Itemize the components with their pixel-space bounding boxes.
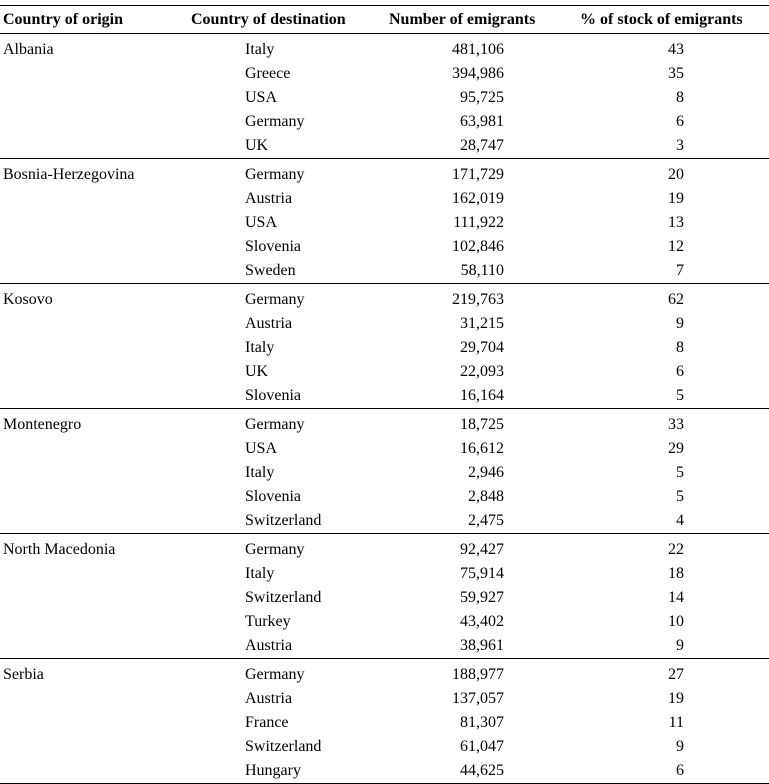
cell-percent-of-stock: 29 [668,440,684,457]
cell-number-of-emigrants: 75,914 [460,565,504,582]
cell-country-of-destination: USA [245,89,278,106]
cell-number-of-emigrants: 29,704 [460,339,504,356]
cell-number-of-emigrants: 16,164 [372,384,570,409]
cell-country-of-origin [0,687,186,711]
cell-percent-of-stock: 20 [668,166,684,183]
cell-country-of-destination: Italy [245,464,275,481]
cell-country-of-origin [0,759,186,784]
table-row [0,409,769,438]
table-row [0,259,769,284]
cell-number-of-emigrants: 2,475 [372,509,570,534]
table-row [0,534,769,563]
cell-country-of-origin [0,312,186,336]
cell-country-of-origin [0,711,186,735]
cell-number-of-emigrants: 102,846 [452,238,504,255]
cell-percent-of-stock: 22 [668,541,684,558]
cell-country-of-origin [0,610,186,634]
cell-country-of-destination: Austria [186,634,372,659]
table-row [0,62,769,86]
cell-number-of-emigrants: 44,625 [372,759,570,784]
cell-number-of-emigrants: 92,427 [460,541,504,558]
cell-number-of-emigrants: 58,110 [372,259,570,284]
table-row [0,312,769,336]
header-country-of-destination: Country of destination [186,6,372,34]
cell-country-of-destination: Austria [245,315,293,332]
table-row [0,759,769,784]
cell-country-of-destination: Germany [245,166,305,183]
table-row [0,711,769,735]
cell-country-of-origin [0,187,186,211]
cell-country-of-destination: Austria [245,690,293,707]
cell-country-of-destination: Switzerland [245,589,322,606]
table-row [0,659,769,688]
table-row [0,735,769,759]
cell-country-of-destination: UK [245,363,269,380]
cell-country-of-origin: Albania [3,41,54,58]
cell-number-of-emigrants: 188,977 [452,666,504,683]
cell-percent-of-stock: 6 [676,363,684,380]
table-row [0,34,769,63]
cell-country-of-origin [0,437,186,461]
cell-number-of-emigrants: 137,057 [452,690,504,707]
cell-country-of-destination: USA [245,440,278,457]
cell-country-of-destination: Slovenia [245,488,301,505]
table-row [0,437,769,461]
cell-number-of-emigrants: 31,215 [460,315,504,332]
cell-percent-of-stock: 11 [668,714,684,731]
cell-percent-of-stock: 5 [676,464,684,481]
table-row [0,634,769,659]
cell-country-of-destination: Germany [245,666,305,683]
cell-country-of-destination: Switzerland [245,738,322,755]
table-row [0,610,769,634]
cell-number-of-emigrants: 16,612 [460,440,504,457]
cell-country-of-origin [0,735,186,759]
cell-country-of-origin [0,110,186,134]
cell-country-of-destination: Germany [245,541,305,558]
cell-percent-of-stock: 8 [676,339,684,356]
cell-percent-of-stock: 8 [676,89,684,106]
cell-percent-of-stock: 6 [676,113,684,130]
table-row [0,509,769,534]
table-row [0,159,769,188]
cell-country-of-origin [0,485,186,509]
cell-country-of-origin [0,384,186,409]
cell-country-of-origin [0,134,186,159]
cell-country-of-destination: Sweden [186,259,372,284]
cell-country-of-origin: Serbia [3,666,44,683]
cell-country-of-origin [0,461,186,485]
cell-number-of-emigrants: 162,019 [452,190,504,207]
table-row [0,360,769,384]
cell-country-of-origin [0,259,186,284]
cell-country-of-origin [0,86,186,110]
cell-country-of-destination: Austria [245,190,293,207]
table-row [0,336,769,360]
cell-country-of-origin [0,586,186,610]
cell-country-of-origin [0,562,186,586]
cell-percent-of-stock: 4 [570,509,769,534]
cell-number-of-emigrants: 95,725 [460,89,504,106]
cell-number-of-emigrants: 171,729 [452,166,504,183]
cell-percent-of-stock: 27 [668,666,684,683]
header-number-of-emigrants: Number of emigrants [372,6,570,34]
cell-country-of-destination: Greece [245,65,291,82]
cell-percent-of-stock: 7 [570,259,769,284]
cell-country-of-destination: Germany [245,113,305,130]
cell-country-of-origin [0,509,186,534]
cell-country-of-origin: Bosnia-Herzegovina [3,166,135,183]
table-row [0,461,769,485]
cell-country-of-destination: USA [245,214,278,231]
cell-number-of-emigrants: 22,093 [460,363,504,380]
cell-number-of-emigrants: 18,725 [460,416,504,433]
cell-number-of-emigrants: 394,986 [452,65,504,82]
header-country-of-origin: Country of origin [0,6,186,34]
cell-country-of-destination: Slovenia [186,384,372,409]
cell-number-of-emigrants: 111,922 [453,214,504,231]
cell-country-of-origin [0,336,186,360]
cell-country-of-destination: Italy [245,565,275,582]
cell-country-of-origin: North Macedonia [3,541,116,558]
cell-number-of-emigrants: 219,763 [452,291,504,308]
cell-country-of-origin [0,634,186,659]
table-row [0,687,769,711]
cell-number-of-emigrants: 2,946 [468,464,504,481]
cell-percent-of-stock: 10 [668,613,684,630]
table-body [0,34,769,784]
cell-country-of-destination: Slovenia [245,238,301,255]
cell-percent-of-stock: 12 [668,238,684,255]
cell-country-of-destination: Switzerland [186,509,372,534]
cell-percent-of-stock: 6 [570,759,769,784]
cell-number-of-emigrants: 28,747 [372,134,570,159]
table-row [0,485,769,509]
table-row [0,110,769,134]
cell-country-of-destination: Hungary [186,759,372,784]
cell-country-of-origin: Kosovo [3,291,53,308]
cell-percent-of-stock: 33 [668,416,684,433]
cell-percent-of-stock: 19 [668,190,684,207]
header-row [0,6,769,34]
cell-country-of-destination: Turkey [245,613,291,630]
cell-percent-of-stock: 19 [668,690,684,707]
table-row [0,86,769,110]
cell-number-of-emigrants: 481,106 [452,41,504,58]
cell-percent-of-stock: 62 [668,291,684,308]
header-percent-of-stock: % of stock of emigrants [570,6,769,34]
cell-number-of-emigrants: 63,981 [460,113,504,130]
cell-percent-of-stock: 9 [570,634,769,659]
cell-percent-of-stock: 3 [570,134,769,159]
cell-country-of-destination: France [245,714,289,731]
emigration-table [0,5,769,784]
table-row [0,586,769,610]
cell-percent-of-stock: 13 [668,214,684,231]
table-row [0,134,769,159]
cell-percent-of-stock: 18 [668,565,684,582]
cell-country-of-destination: Germany [245,416,305,433]
cell-percent-of-stock: 5 [570,384,769,409]
cell-number-of-emigrants: 81,307 [460,714,504,731]
cell-number-of-emigrants: 38,961 [372,634,570,659]
cell-number-of-emigrants: 59,927 [460,589,504,606]
cell-percent-of-stock: 14 [668,589,684,606]
cell-percent-of-stock: 5 [676,488,684,505]
cell-country-of-origin [0,62,186,86]
table-row [0,562,769,586]
cell-percent-of-stock: 43 [668,41,684,58]
cell-country-of-origin: Montenegro [3,416,82,433]
cell-country-of-destination: Germany [245,291,305,308]
table-row [0,384,769,409]
cell-percent-of-stock: 9 [676,738,684,755]
cell-country-of-origin [0,235,186,259]
cell-percent-of-stock: 35 [668,65,684,82]
cell-country-of-destination: Italy [245,41,275,58]
cell-number-of-emigrants: 61,047 [460,738,504,755]
cell-number-of-emigrants: 2,848 [468,488,504,505]
cell-number-of-emigrants: 43,402 [460,613,504,630]
cell-country-of-destination: UK [186,134,372,159]
table-row [0,235,769,259]
table-row [0,284,769,313]
cell-country-of-destination: Italy [245,339,275,356]
cell-percent-of-stock: 9 [676,315,684,332]
cell-country-of-origin [0,360,186,384]
table-header [0,6,769,34]
table-row [0,211,769,235]
cell-country-of-origin [0,211,186,235]
table-row [0,187,769,211]
